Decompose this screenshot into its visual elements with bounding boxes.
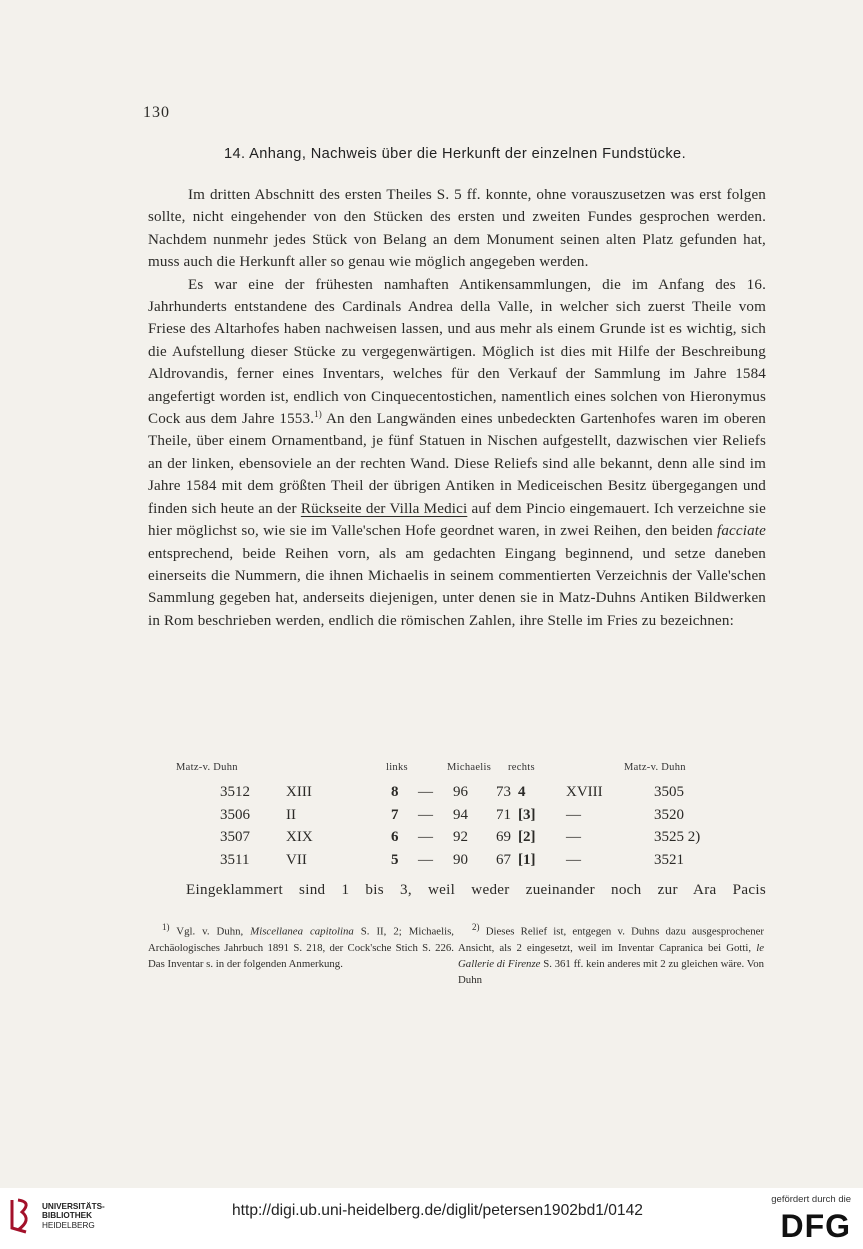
body-text xyxy=(148,184,766,632)
links-cell: 8 xyxy=(391,784,399,800)
paragraph-2-part-c: auf dem Pincio eingemauert. Ich verzeichne sie hier möglichst so, wie sie im Valle'schen Hofe geordnet waren, in zwei Reihen, den beiden xyxy=(148,500,766,540)
continuation-line: Eingeklammert sind 1 bis 3, weil weder zueinander noch zur Ara Pacis xyxy=(186,882,766,898)
source-url-link[interactable]: http://digi.ub.uni-heidelberg.de/diglit/petersen1902bd1/0142 xyxy=(232,1202,643,1219)
matz-left-cell: 3511 xyxy=(220,851,250,868)
header-matz-left: Matz-v. Duhn xyxy=(176,762,238,773)
paragraph-2-part-a: Es war eine der frühesten namhaften Antikensammlungen, die im Anfang des 16. Jahrhunderts entstandene des Cardinals Andrea della Valle, in welcher sich zuerst Theile vom Friese des Altarhofes haben nachweisen lassen, und aus mehr als einem Grunde ist es wichtig, sich die Aufstellung dieser Stücke zu vergegenwärtigen. Möglich ist dies mit Hilfe der Beschreibung Aldrovandis, ferner eines Inventars, welches für den Verkauf der Sammlung im Jahre 1584 angefertigt worden ist, endlich von Cinquecentostichen, namentlich eines solchen von Hieronymus Cock aus dem Jahre 1553. xyxy=(148,276,766,428)
michaelis-right-cell: 71 xyxy=(496,806,511,823)
footnote-1-part-b: S. II, 2; Michaelis, Archäologisches Jahrbuch 1891 S. 218, der Cock'sche Stich S. 226. Das Inventar s. in der folgenden Anmerkung. xyxy=(148,925,454,970)
university-library-name xyxy=(42,1202,105,1230)
header-links: links xyxy=(386,762,408,773)
michaelis-right-cell: 67 xyxy=(496,851,511,868)
rechts-cell: 4 xyxy=(518,784,526,800)
matz-right-cell: 3520 xyxy=(654,806,684,823)
section-heading: 14. Anhang, Nachweis über die Herkunft der einzelnen Fundstücke. xyxy=(223,146,687,162)
matz-left-cell: 3506 xyxy=(220,806,250,823)
footnote-mark-1: 1) xyxy=(162,922,170,932)
roman-right-cell: XVIII xyxy=(566,784,603,800)
footnote-1-part-a: Vgl. v. Duhn, xyxy=(169,925,251,938)
footnote-2-italic: le Gallerie di Firenze xyxy=(458,941,764,970)
roman-left-cell: VII xyxy=(286,851,307,868)
uni-line-2: BIBLIOTHEK xyxy=(42,1211,93,1221)
funded-by-label: gefördert durch die xyxy=(771,1194,851,1205)
concordance-table xyxy=(150,762,768,872)
rechts-cell: [3] xyxy=(518,806,536,823)
michaelis-right-cell: 69 xyxy=(496,829,511,845)
page-number: 130 xyxy=(143,104,170,121)
header-michaelis: Michaelis xyxy=(447,762,492,773)
footnote-ref-1[interactable]: 1) xyxy=(314,409,322,420)
matz-right-cell: 3505 xyxy=(654,784,684,800)
dash-cell: — xyxy=(418,829,433,845)
footnote-2-part-b: S. 361 ff. kein anderes mit 2 zu gleichen wäre. Von Duhn xyxy=(458,958,765,987)
uni-line-1: UNIVERSITÄTS- xyxy=(42,1202,105,1211)
footnote-1 xyxy=(148,919,454,972)
rechts-cell: [1] xyxy=(518,851,536,868)
underlined-villa-medici: Rückseite der Villa Medici xyxy=(300,500,468,517)
roman-left-cell: XIII xyxy=(286,784,312,800)
matz-left-cell: 3512 xyxy=(220,784,250,800)
links-cell: 6 xyxy=(391,829,399,845)
roman-right-cell: — xyxy=(566,829,581,845)
michaelis-left-cell: 90 xyxy=(453,851,468,868)
paragraph-2-part-d: entsprechend, beide Reihen vorn, als am gedachten Eingang beginnend, und setze daneben einerseits die Nummern, die ihnen Michaelis in seinem commentierten Verzeichnis der Valle'schen Sammlung gegeben hat, anderseits diejenigen, unter denen sie in Matz-Duhns Antiken Bildwerken in Rom beschrieben werden, endlich die römischen Zahlen, ihre Stelle im Fries zu bezeichnen: xyxy=(148,545,766,629)
dash-cell: — xyxy=(418,806,433,823)
footnote-mark-2: 2) xyxy=(472,922,480,932)
footer-bar xyxy=(0,1188,863,1249)
uni-line-3: HEIDELBERG xyxy=(42,1220,95,1230)
links-cell: 5 xyxy=(391,851,399,868)
italic-facciate: facciate xyxy=(717,523,766,540)
roman-left-cell: XIX xyxy=(286,829,313,845)
matz-right-cell: 3521 xyxy=(654,851,684,868)
michaelis-left-cell: 92 xyxy=(453,829,468,845)
roman-right-cell: — xyxy=(566,806,581,823)
michaelis-left-cell: 96 xyxy=(453,784,468,800)
footnote-1-italic: Miscellanea capitolina xyxy=(250,925,354,938)
roman-right-cell: — xyxy=(566,851,581,868)
michaelis-left-cell: 94 xyxy=(453,806,468,823)
rechts-cell: [2] xyxy=(518,829,536,845)
paragraph-1: Im dritten Abschnitt des ersten Theiles S. 5 ff. konnte, ohne vorauszusetzen was erst folgen sollte, nicht eingehender von den Stücken des ersten und zweiten Fundes gesprochen werden. Nachdem nunmehr jedes Stück von Belang an dem Monument seinen alten Platz gefunden hat, muss auch die Herkunft aller so genau wie möglich angegeben werden. xyxy=(148,187,766,271)
matz-left-cell: 3507 xyxy=(220,829,250,845)
dfg-logo[interactable]: DFG xyxy=(780,1208,851,1244)
michaelis-right-cell: 73 xyxy=(496,784,511,800)
matz-right-cell: 3525 2) xyxy=(654,829,701,845)
header-matz-right: Matz-v. Duhn xyxy=(624,762,686,773)
paragraph-2 xyxy=(148,274,766,633)
dash-cell: — xyxy=(418,851,433,868)
footnote-2 xyxy=(458,919,764,988)
footnote-2-part-a: Dieses Relief ist, entgegen v. Duhns dazu ausgesprochener Ansicht, als 2 eingesetzt, weil im Inventar Capranica bei Gotti, xyxy=(458,925,764,954)
roman-left-cell: II xyxy=(286,806,296,823)
links-cell: 7 xyxy=(391,806,399,823)
paragraph-2-part-b: An den Langwänden eines unbedeckten Gartenhofes waren im oberen Theile, über einem Ornamentband, je fünf Statuen in Nischen aufgestellt, dazwischen vier Reliefs an der linken, ebensoviele an der rechten Wand. Diese Reliefs sind alle bekannt, denn alle sind im Jahre 1584 mit dem größten Theil der übrigen Antiken in Mediceischen Besitz übergegangen und finden sich heute an der xyxy=(148,411,766,517)
university-logo-icon[interactable] xyxy=(8,1196,38,1236)
dash-cell: — xyxy=(418,784,433,800)
header-rechts: rechts xyxy=(508,762,535,773)
